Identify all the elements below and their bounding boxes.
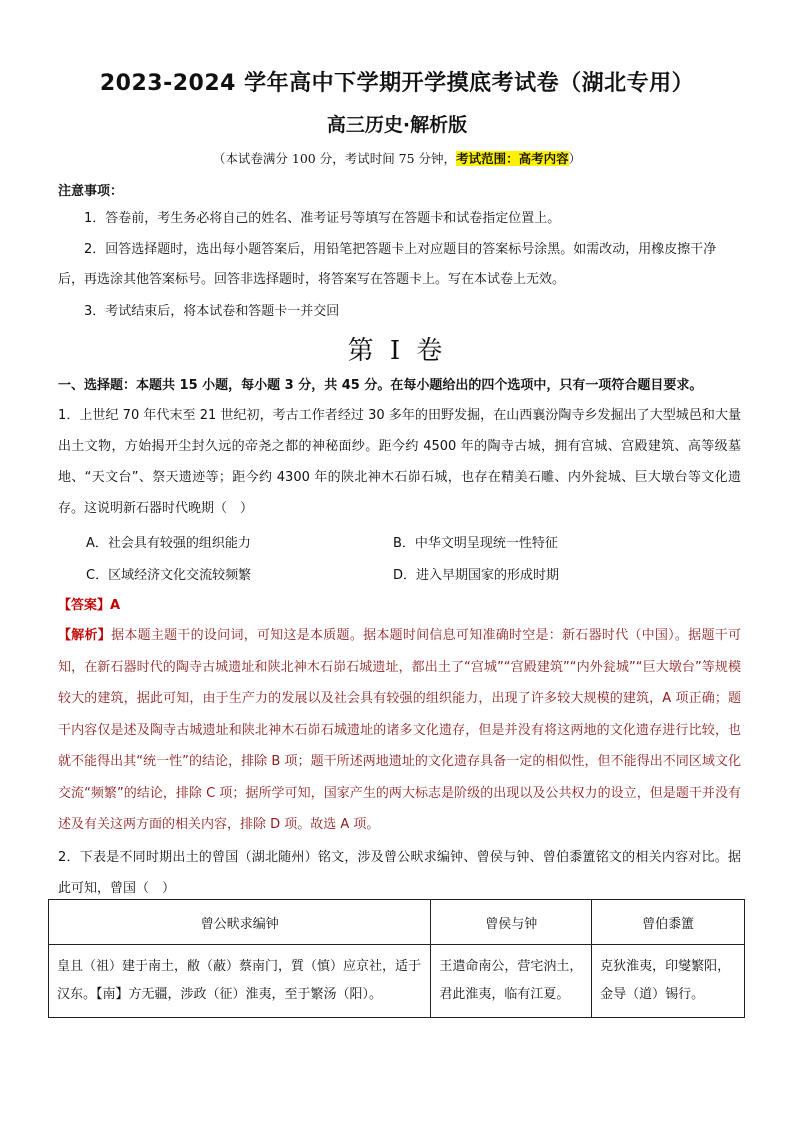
q1-answer [58, 594, 120, 613]
q1-option-d: D．进入早期国家的形成时期 [393, 568, 560, 583]
question-type-heading: 一、选择题：本题共 15 小题，每小题 3 分，共 45 分。在每小题给出的四个选项中，只有一项符合题目要求。 [58, 378, 703, 393]
question-1-stem: 1．上世纪 70 年代末至 21 世纪初，考古工作者经过 30 多年的田野发掘，在山西襄汾陶寺乡发掘出了大型城邑和大量出土文物，方始揭开尘封久远的帝尧之都的神秘面纱。距今约 4500 年的陶寺古城，拥有宫城、宫殿建筑、高等级墓地、“天文台”、祭天遗迹等；距今约 4300 年的陕北神木石峁石城，也存在精美石雕、内外瓮城、巨大墩台等文化遗存。这说明新石器时代晚期（ ） [58, 408, 741, 516]
table-header-row [49, 900, 745, 945]
table-cell: 克狄淮夷，印燮繁阳，金导（道）锡行。 [592, 945, 745, 1018]
q1-option-c: C．区域经济文化交流较频繁 [86, 568, 252, 583]
exam-scope-highlight: 考试范围：高考内容 [456, 151, 569, 166]
exam-note [0, 149, 794, 167]
q1-option-b: B．中华文明呈现统一性特征 [393, 536, 558, 551]
question-2-stem: 2．下表是不同时期出土的曾国（湖北随州）铭文，涉及曾公畎求编钟、曾侯与钟、曾伯黍簠铭文的相关内容对比。据此可知，曾国（ ） [58, 850, 741, 896]
analysis-label: 【解析】 [58, 628, 112, 643]
table-header-cell: 曾公畎求编钟 [49, 900, 431, 945]
notice-item-1: 1．答卷前，考生务必将自己的姓名、准考证号等填写在答题卡和试卷指定位置上。 [84, 211, 561, 226]
table-cell: 王遣命南公，营宅汭土，君此淮夷，临有江夏。 [431, 945, 592, 1018]
notice-heading: 注意事项： [58, 184, 124, 199]
answer-value: A [110, 598, 121, 613]
analysis-text: 据本题主题干的设问词，可知这是本质题。据本题时间信息可知准确时空是：新石器时代（中国）。据题干可知，在新石器时代的陶寺古城遗址和陕北神木石峁石城遗址，都出土了“宫城”“宫殿建筑”“内外瓮城”“巨大墩台”等规模较大的建筑，据此可知，由于生产力的发展以及社会具有较强的组织能力，出现了许多较大规模的建筑，A 项正确；题干内容仅是述及陶寺古城遗址和陕北神木石峁石城遗址的诸多文化遗存，但是并没有将这两地的文化遗存进行比较，也就不能得出其“统一性”的结论，排除 B 项；题干所述两地遗址的文化遗存具备一定的相似性，但不能得出不同区域文化交流“频繁”的结论，排除 C 项；据所学可知，国家产生的两大标志是阶级的出现以及公共权力的设立，但是题干并没有述及有关这两方面的相关内容，排除 D 项。故选 A 项。 [58, 628, 741, 832]
table-header-cell: 曾侯与钟 [431, 900, 592, 945]
notice-item-3: 3．考试结束后，将本试卷和答题卡一并交回 [84, 304, 340, 319]
q1-analysis [58, 620, 741, 841]
exam-note-suffix: ） [568, 151, 582, 166]
exam-title: 2023-2024 学年高中下学期开学摸底考试卷（湖北专用） [99, 71, 695, 96]
answer-label: 【答案】 [58, 598, 111, 613]
notice-item-2: 2．回答选择题时，选出每小题答案后，用铅笔把答题卡上对应题目的答案标号涂黑。如需改动，用橡皮擦干净后，再选涂其他答案标号。回答非选择题时，将答案写在答题卡上。写在本试卷上无效。 [58, 242, 717, 287]
exam-note-prefix: （本试卷满分 100 分，考试时间 75 分钟， [212, 151, 457, 166]
table-cell: 皇且（祖）建于南土，敝（蔽）蔡南门，質（慎）应京社，适于汉东。【南】方无疆，涉政（征）淮夷，至于繁汤（阳）。 [49, 945, 431, 1018]
section-title: 第 I 卷 [347, 336, 447, 366]
q1-option-a: A．社会具有较强的组织能力 [86, 536, 251, 551]
table-row [49, 945, 745, 1018]
table-header-cell: 曾伯黍簠 [592, 900, 745, 945]
exam-subtitle: 高三历史·解析版 [326, 114, 468, 136]
inscription-table [48, 899, 745, 1018]
